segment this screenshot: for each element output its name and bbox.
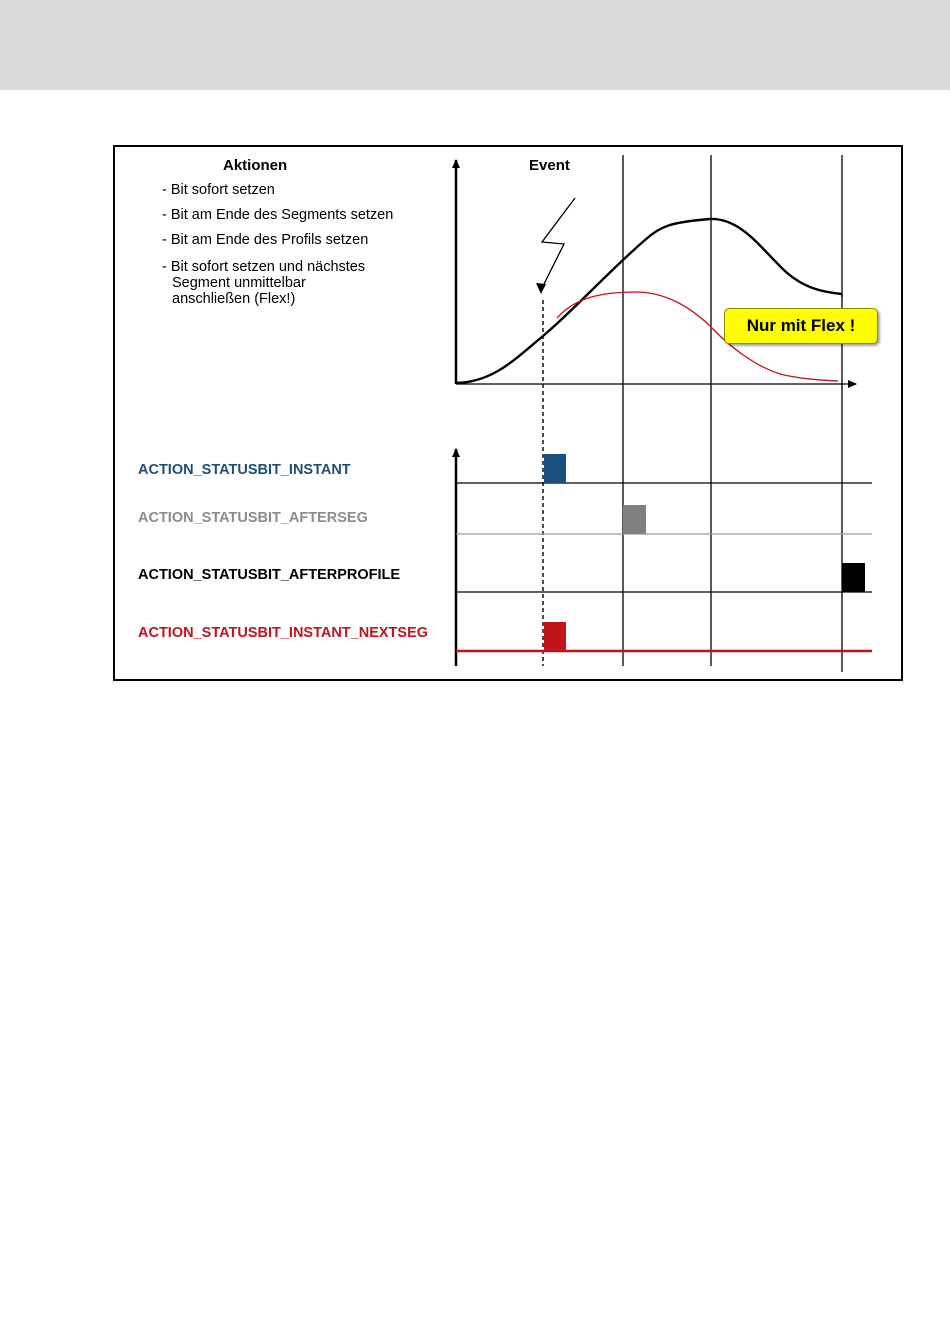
profile-curve (456, 219, 842, 383)
flex-only-badge: Nur mit Flex ! (724, 308, 878, 344)
event-lightning-icon (541, 198, 575, 290)
action-item-3: - Bit am Ende des Profils setzen (162, 232, 369, 248)
action-item-2: - Bit am Ende des Segments setzen (162, 207, 394, 223)
pulse-instant-nextseg (544, 622, 566, 651)
action-item-4-line-3: anschließen (Flex!) (172, 291, 296, 307)
action-item-4: - Bit sofort setzen und nächstes (162, 259, 366, 275)
signal-label-instant-nextseg: ACTION_STATUSBIT_INSTANT_NEXTSEG (138, 625, 429, 641)
signal-label-afterseg: ACTION_STATUSBIT_AFTERSEG (138, 510, 368, 526)
signal-label-instant: ACTION_STATUSBIT_INSTANT (138, 462, 351, 478)
pulse-afterseg (623, 505, 646, 534)
event-arrowhead-icon (536, 283, 546, 294)
action-item-1: - Bit sofort setzen (162, 182, 275, 198)
event-label: Event (529, 157, 570, 174)
signal-label-afterprofile: ACTION_STATUSBIT_AFTERPROFILE (138, 567, 401, 583)
action-item-4-line-2: Segment unmittelbar (172, 275, 306, 291)
actions-heading: Aktionen (223, 157, 288, 174)
pulse-instant (544, 454, 566, 483)
pulse-afterprofile (842, 563, 865, 592)
